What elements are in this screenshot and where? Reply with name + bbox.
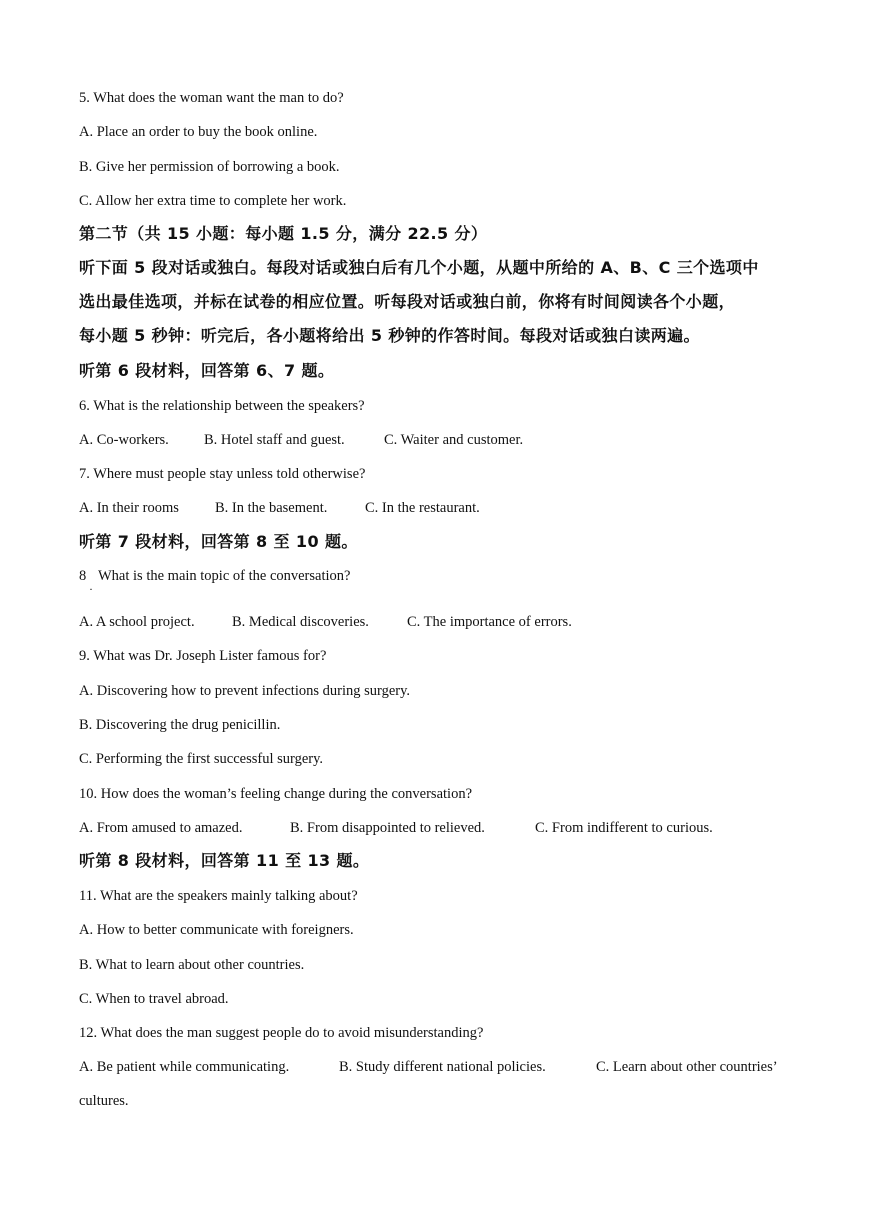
- question-11-option-b: B. What to learn about other countries.: [79, 957, 305, 973]
- question-10-options: [79, 818, 713, 838]
- question-10-stem: 10. How does the woman’s feeling change during the conversation?: [79, 786, 473, 802]
- section-2-instructions-line-3: 每小题 5 秒钟：听完后，各小题将给出 5 秒钟的作答时间。每段对话或独白读两遍。: [79, 326, 700, 345]
- material-6-header: 听第 6 段材料，回答第 6、7 题。: [79, 361, 335, 380]
- question-8-option-b: B. Medical discoveries.: [232, 614, 369, 630]
- question-9-stem: 9. What was Dr. Joseph Lister famous for?: [79, 648, 327, 664]
- material-7-header: 听第 7 段材料，回答第 8 至 10 题。: [79, 532, 358, 551]
- question-7-option-a: A. In their rooms: [79, 500, 179, 516]
- question-5-option-a: A. Place an order to buy the book online.: [79, 124, 318, 140]
- question-9-option-a: A. Discovering how to prevent infections during surgery.: [79, 683, 411, 699]
- material-8-header: 听第 8 段材料，回答第 11 至 13 题。: [79, 851, 370, 870]
- question-7-options: [79, 498, 480, 518]
- question-12-option-b: B. Study different national policies.: [339, 1059, 546, 1075]
- question-12-stem: 12. What does the man suggest people do to avoid misunderstanding?: [79, 1025, 484, 1041]
- question-6-stem: 6. What is the relationship between the speakers?: [79, 398, 365, 414]
- question-6-option-b: B. Hotel staff and guest.: [204, 432, 345, 448]
- question-8-stem: [79, 566, 350, 586]
- question-9-option-c: C. Performing the first successful surgery.: [79, 751, 324, 767]
- question-7-option-c: C. In the restaurant.: [365, 500, 480, 516]
- question-8-text: What is the main topic of the conversation?: [98, 568, 351, 584]
- question-12-option-a: A. Be patient while communicating.: [79, 1059, 290, 1075]
- question-6-option-c: C. Waiter and customer.: [384, 432, 524, 448]
- question-7-option-b: B. In the basement.: [215, 500, 328, 516]
- question-10-option-c: C. From indifferent to curious.: [535, 820, 713, 836]
- question-7-stem: 7. Where must people stay unless told otherwise?: [79, 466, 366, 482]
- question-8-option-c: C. The importance of errors.: [407, 614, 572, 630]
- question-12-options: [79, 1057, 778, 1077]
- question-8-options: [79, 612, 572, 632]
- question-10-option-a: A. From amused to amazed.: [79, 820, 243, 836]
- question-5-option-c: C. Allow her extra time to complete her work.: [79, 193, 347, 209]
- question-8-number: 8: [79, 568, 87, 584]
- question-9-option-b: B. Discovering the drug penicillin.: [79, 717, 281, 733]
- question-11-option-c: C. When to travel abroad.: [79, 991, 229, 1007]
- question-12-option-c-continued: cultures.: [79, 1093, 129, 1109]
- question-11-stem: 11. What are the speakers mainly talking about?: [79, 888, 358, 904]
- section-2-title: 第二节（共 15 小题：每小题 1.5 分，满分 22.5 分）: [79, 224, 488, 243]
- section-2-instructions-line-2: 选出最佳选项，并标在试卷的相应位置。听每段对话或独白前，你将有时间阅读各个小题，: [79, 292, 736, 311]
- question-10-option-b: B. From disappointed to relieved.: [290, 820, 485, 836]
- question-6-options: [79, 430, 523, 450]
- question-12-option-c: C. Learn about other countries’: [596, 1059, 778, 1075]
- question-11-option-a: A. How to better communicate with foreigners.: [79, 922, 354, 938]
- stray-dot: ·: [89, 582, 93, 596]
- question-5-stem: 5. What does the woman want the man to do?: [79, 90, 344, 106]
- question-6-option-a: A. Co-workers.: [79, 432, 169, 448]
- section-2-instructions-line-1: 听下面 5 段对话或独白。每段对话或独白后有几个小题，从题中所给的 A、B、C 三个选项中: [79, 258, 759, 277]
- question-8-option-a: A. A school project.: [79, 614, 195, 630]
- question-5-option-b: B. Give her permission of borrowing a book.: [79, 159, 340, 175]
